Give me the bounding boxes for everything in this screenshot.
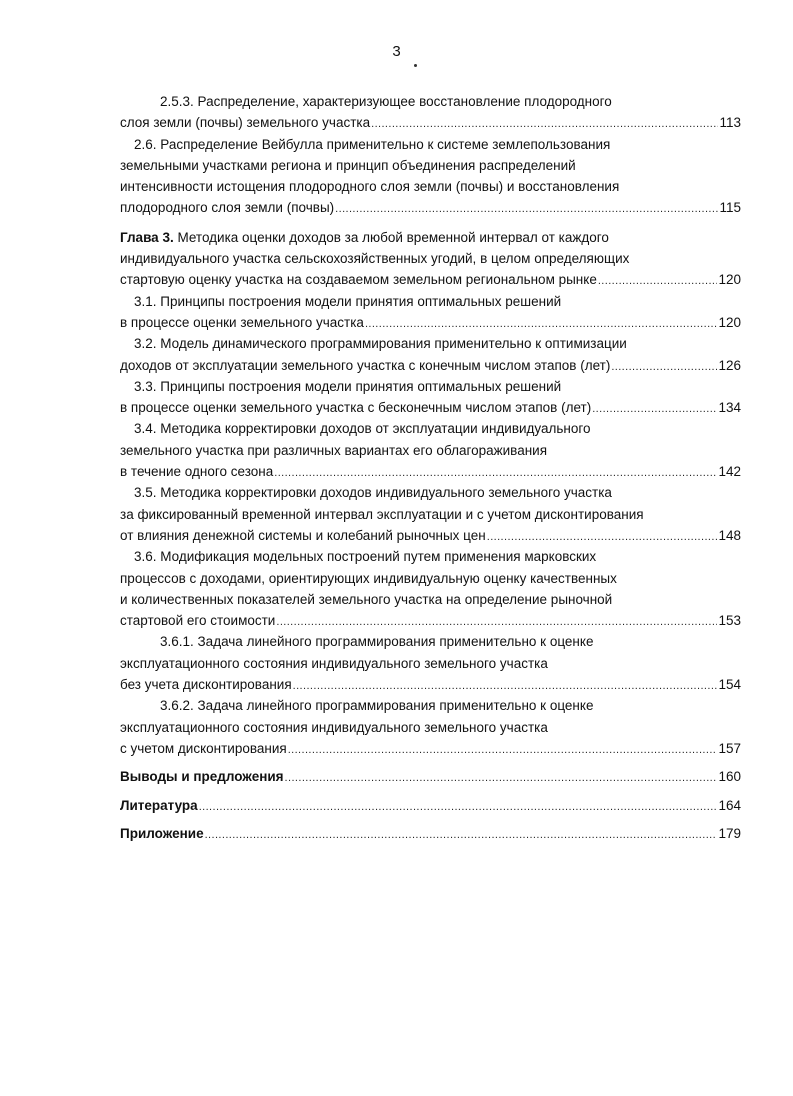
toc-page-number: 153 bbox=[718, 613, 741, 629]
toc-entry-text: 3.6.1. Задача линейного программирования применительно к оценке bbox=[160, 634, 594, 650]
toc-page-number: 134 bbox=[718, 400, 741, 416]
leader-dots bbox=[592, 399, 717, 418]
leader-dots bbox=[335, 199, 718, 218]
toc-entry-text: плодородного слоя земли (почвы) bbox=[120, 200, 335, 216]
toc-entry-3-6-2 bbox=[120, 695, 741, 759]
leader-dots bbox=[598, 271, 718, 290]
toc-page-number: 115 bbox=[719, 200, 741, 216]
toc-entry-text: и количественных показателей земельного участка на определение рыночной bbox=[120, 591, 613, 607]
toc-entry-text: 3.4. Методика корректировки доходов от эксплуатации индивидуального bbox=[134, 421, 591, 437]
toc-entry-literature bbox=[120, 795, 741, 816]
toc-entry-2-6 bbox=[120, 134, 741, 219]
toc-entry-text: в процессе оценки земельного участка bbox=[120, 314, 364, 330]
toc-page-number: 154 bbox=[718, 677, 741, 693]
toc-entry-text: индивидуального участка сельскохозяйственных угодий, в целом определяющих bbox=[120, 251, 630, 267]
leader-dots bbox=[274, 463, 717, 482]
toc-page-number: 126 bbox=[718, 357, 741, 373]
toc-entry-text: 3.5. Методика корректировки доходов индивидуального земельного участка bbox=[134, 485, 612, 501]
leader-dots bbox=[285, 768, 718, 787]
toc-entry-text: процессов с доходами, ориентирующих индивидуальную оценку качественных bbox=[120, 570, 617, 586]
toc-page-number: 164 bbox=[718, 797, 741, 813]
leader-dots bbox=[199, 797, 718, 816]
leader-dots bbox=[293, 676, 718, 695]
toc-page-number: 179 bbox=[718, 825, 741, 841]
toc-entry-text: в течение одного сезона bbox=[120, 464, 274, 480]
toc-entry-text: слоя земли (почвы) земельного участка bbox=[120, 115, 371, 131]
leader-dots bbox=[205, 825, 718, 844]
toc-entry-text: с учетом дисконтирования bbox=[120, 740, 287, 756]
toc-entry-text: 3.2. Модель динамического программирования применительно к оптимизации bbox=[134, 336, 627, 352]
toc-page-number: 113 bbox=[719, 115, 741, 131]
toc-entry-2-5-3 bbox=[120, 91, 741, 134]
toc-entry-3-2 bbox=[120, 333, 741, 376]
leader-dots bbox=[371, 114, 718, 133]
leader-dots bbox=[611, 357, 717, 376]
toc-entry-text: стартовой его стоимости bbox=[120, 613, 276, 629]
toc-entry-text: 2.6. Распределение Вейбулла применительно к системе землепользования bbox=[134, 136, 611, 152]
toc-entry-3-3 bbox=[120, 376, 741, 419]
toc-entry-3-5 bbox=[120, 482, 741, 546]
toc-entry-text: Приложение bbox=[120, 825, 204, 841]
toc-entry-text: 2.5.3. Распределение, характеризующее восстановление плодородного bbox=[160, 94, 612, 109]
toc-entry-text: земельного участка при различных вариантах его облагораживания bbox=[120, 442, 548, 458]
toc-entry-text: Выводы и предложения bbox=[120, 769, 284, 785]
page-number: 3 bbox=[392, 43, 401, 60]
toc-entry-text: доходов от эксплуатации земельного участка с конечным числом этапов (лет) bbox=[120, 357, 611, 373]
toc-entry-text: за фиксированный временной интервал эксплуатации и с учетом дисконтирования bbox=[120, 506, 644, 522]
toc-entry-text: Литература bbox=[120, 797, 198, 813]
toc-entry-text: эксплуатационного состояния индивидуального земельного участка bbox=[120, 655, 548, 671]
page-mark bbox=[414, 64, 417, 67]
leader-dots bbox=[276, 612, 717, 631]
toc-entry-text: стартовую оценку участка на создаваемом земельном региональном рынке bbox=[120, 272, 597, 288]
toc-entry-text: от влияния денежной системы и колебаний рыночных цен bbox=[120, 527, 486, 543]
toc-page-number: 142 bbox=[718, 464, 741, 480]
toc-entry-text: 3.1. Принципы построения модели принятия оптимальных решений bbox=[134, 293, 562, 309]
toc-entry-text: эксплуатационного состояния индивидуального земельного участка bbox=[120, 719, 548, 735]
leader-dots bbox=[487, 527, 718, 546]
toc-entry-appendix bbox=[120, 823, 741, 844]
toc-entry-text: 3.3. Принципы построения модели принятия оптимальных решений bbox=[134, 378, 562, 394]
toc-page-number: 120 bbox=[718, 272, 741, 288]
toc-entry-text: 3.6. Модификация модельных построений путем применения марковских bbox=[134, 549, 597, 565]
toc-entry-text: интенсивности истощения плодородного слоя земли (почвы) и восстановления bbox=[120, 179, 620, 195]
toc-entry-text: в процессе оценки земельного участка с бесконечным числом этапов (лет) bbox=[120, 400, 592, 416]
toc-entry-3-6 bbox=[120, 546, 741, 631]
toc-page-number: 160 bbox=[718, 769, 741, 785]
leader-dots bbox=[365, 314, 718, 333]
toc-page-number: 148 bbox=[718, 527, 741, 543]
toc-page-number: 157 bbox=[718, 740, 741, 756]
toc-entry-text: 3.6.2. Задача линейного программирования применительно к оценке bbox=[160, 698, 594, 714]
toc-entry-3-4 bbox=[120, 418, 741, 482]
toc-entry-3-1 bbox=[120, 291, 741, 334]
toc-entry-text: без учета дисконтирования bbox=[120, 677, 292, 693]
toc-entry-conclusions bbox=[120, 766, 741, 787]
leader-dots bbox=[288, 740, 718, 759]
toc-entry-text: земельными участками региона и принцип объединения распределений bbox=[120, 157, 576, 173]
table-of-contents bbox=[120, 91, 741, 844]
toc-entry-3-6-1 bbox=[120, 631, 741, 695]
toc-chapter-3 bbox=[120, 227, 741, 291]
toc-page-number: 120 bbox=[718, 314, 741, 330]
toc-entry-text: Методика оценки доходов за любой временной интервал от каждого bbox=[173, 229, 609, 245]
chapter-label: Глава 3. bbox=[120, 229, 174, 245]
